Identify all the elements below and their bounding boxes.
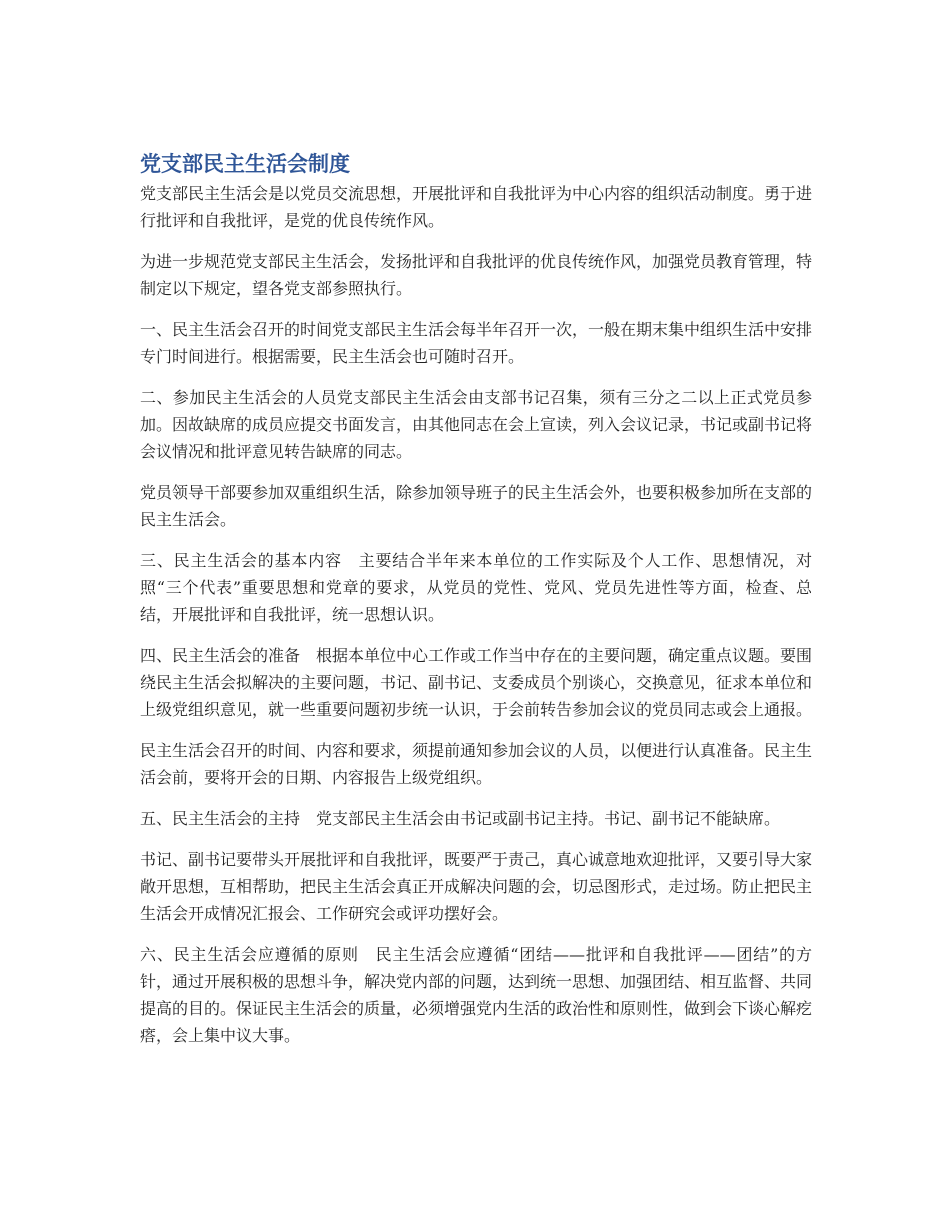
paragraph: 三、民主生活会的基本内容 主要结合半年来本单位的工作实际及个人工作、思想情况，对照“三个代表”重要思想和党章的要求，从党员的党性、党风、党员先进性等方面，检查、总结，开展批评和自我批评，统一思想认识。 <box>140 551 812 624</box>
paragraph: 民主生活会召开的时间、内容和要求，须提前通知参加会议的人员，以便进行认真准备。民主生活会前，要将开会的日期、内容报告上级党组织。 <box>140 741 813 787</box>
paragraph: 书记、副书记要带头开展批评和自我批评，既要严于责己，真心诚意地欢迎批评，又要引导大家敞开思想，互相帮助，把民主生活会真正开成解决问题的会，切忌图形式，走过场。防止把民主生活会开成情况汇报会、工作研究会或评功摆好会。 <box>140 850 813 923</box>
document-title: 党支部民主生活会制度 <box>140 152 350 176</box>
paragraph: 党员领导干部要参加双重组织生活，除参加领导班子的民主生活会外，也要积极参加所在支部的民主生活会。 <box>140 483 813 529</box>
paragraph: 一、民主生活会召开的时间党支部民主生活会每半年召开一次，一般在期末集中组织生活中安排专门时间进行。根据需要，民主生活会也可随时召开。 <box>140 320 813 366</box>
paragraph: 六、民主生活会应遵循的原则 民主生活会应遵循“团结——批评和自我批评——团结”的方针，通过开展积极的思想斗争，解决党内部的问题，达到统一思想、加强团结、相互监督、共同提高的目的。保证民主生活会的质量，必须增强党内生活的政治性和原则性，做到会下谈心解疙瘩，会上集中议大事。 <box>140 945 813 1045</box>
paragraph: 四、民主生活会的准备 根据本单位中心工作或工作当中存在的主要问题，确定重点议题。要围绕民主生活会拟解决的主要问题，书记、副书记、支委成员个别谈心，交换意见，征求本单位和上级党组织意见，就一些重要问题初步统一认识，于会前转告参加会议的党员同志或会上通报。 <box>140 646 813 719</box>
paragraph: 党支部民主生活会是以党员交流思想，开展批评和自我批评为中心内容的组织活动制度。勇于进行批评和自我批评，是党的优良传统作风。 <box>140 184 813 230</box>
document-body <box>140 148 812 1063</box>
paragraph: 二、参加民主生活会的人员党支部民主生活会由支部书记召集，须有三分之二以上正式党员参加。因故缺席的成员应提交书面发言，由其他同志在会上宣读，列入会议记录，书记或副书记将会议情况和批评意见转告缺席的同志。 <box>140 388 813 461</box>
paragraph: 为进一步规范党支部民主生活会，发扬批评和自我批评的优良传统作风，加强党员教育管理，特制定以下规定，望各党支部参照执行。 <box>140 252 813 298</box>
paragraph: 五、民主生活会的主持 党支部民主生活会由书记或副书记主持。书记、副书记不能缺席。 <box>140 809 781 828</box>
